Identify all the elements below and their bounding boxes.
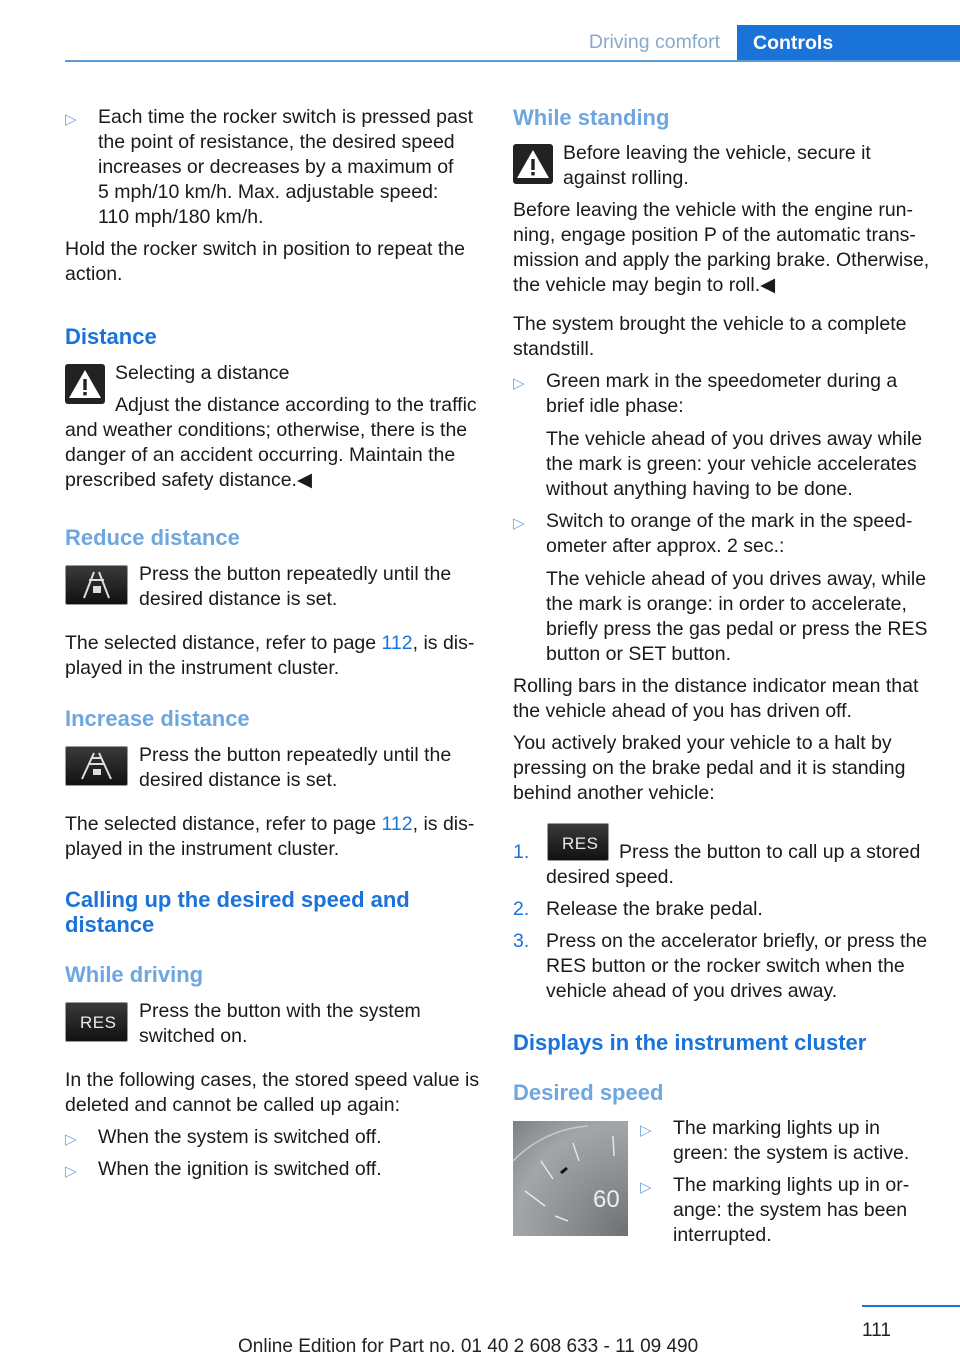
- speedometer-image: [513, 1121, 628, 1236]
- step-text: Press the button to call up a stored: [619, 841, 921, 863]
- bullet-orange-sub: button or SET button.: [546, 643, 732, 665]
- page-link-112[interactable]: 112: [381, 632, 413, 654]
- reduce-distance-button-icon: [65, 565, 128, 605]
- display-orange-text: ange: the system has been: [673, 1199, 908, 1221]
- bullet-orange-sub: briefly press the gas pedal or press the RES: [546, 618, 928, 640]
- page-header: [0, 0, 960, 64]
- desired-speed-heading: Desired speed: [513, 1080, 664, 1105]
- braked-text: behind another vehicle:: [513, 782, 715, 804]
- display-green-text: The marking lights up in: [673, 1117, 881, 1139]
- header-tab-controls: Controls: [737, 25, 960, 61]
- rolling-text: Rolling bars in the distance indicator mean that: [513, 675, 919, 697]
- braked-text: pressing on the brake pedal and it is standing: [513, 757, 906, 779]
- page-number: 111: [862, 1320, 891, 1341]
- header-section: Driving comfort: [588, 31, 720, 53]
- bullet-triangle-icon: ▷: [65, 1163, 77, 1180]
- displays-heading: Displays in the instrument cluster: [513, 1030, 867, 1055]
- bullet-triangle-icon: ▷: [513, 375, 525, 392]
- warning-triangle-icon: [65, 364, 105, 404]
- intro-bullet-line: increases or decreases by a maximum of: [98, 156, 454, 178]
- bullet-green-sub: the mark is green: your vehicle accelerates: [546, 453, 917, 475]
- warning-triangle-icon: [513, 144, 553, 184]
- page-link-112[interactable]: 112: [381, 813, 413, 835]
- bullet-green-sub: without anything having to be done.: [546, 478, 853, 500]
- step-text: desired speed.: [546, 866, 674, 888]
- warning-body-line: ning, engage position P of the automatic trans-: [513, 224, 916, 246]
- res-label: RES: [80, 1013, 117, 1032]
- warning-body-line: Adjust the distance according to the traffic: [115, 394, 477, 416]
- res-button-icon: [65, 1002, 128, 1042]
- rolling-text: the vehicle ahead of you has driven off.: [513, 700, 852, 722]
- bullet-triangle-icon: ▷: [640, 1122, 652, 1139]
- reduce-distance-heading: Reduce distance: [65, 525, 240, 550]
- case-item: When the ignition is switched off.: [98, 1158, 382, 1180]
- warning-title: Selecting a distance: [115, 362, 290, 384]
- case-item: When the system is switched off.: [98, 1126, 382, 1148]
- ref-text: The selected distance, refer to page: [65, 632, 382, 654]
- warning-body-line: mission and apply the parking brake. Otherwise,: [513, 249, 930, 271]
- step-text: Press on the accelerator briefly, or press the: [546, 930, 928, 952]
- step-text: vehicle ahead of you drives away.: [546, 980, 838, 1002]
- intro-bullet-line: 5 mph/10 km/h. Max. adjustable speed:: [98, 181, 439, 203]
- display-orange-text: interrupted.: [673, 1224, 772, 1246]
- reduce-ref-text: [65, 631, 474, 656]
- increase-distance-heading: Increase distance: [65, 706, 250, 731]
- bullet-green-sub: The vehicle ahead of you drives away while: [546, 428, 923, 450]
- reduce-distance-text: Press the button repeatedly until the: [139, 563, 452, 585]
- ref-text: , is dis-: [412, 813, 475, 835]
- display-green-text: green: the system is active.: [673, 1142, 910, 1164]
- cases-text: deleted and cannot be called up again:: [65, 1094, 401, 1116]
- warning-body-line: and weather conditions; otherwise, there is the: [65, 419, 468, 441]
- bullet-green-mark: Green mark in the speedometer during a: [546, 370, 898, 392]
- display-orange-text: The marking lights up in or-: [673, 1174, 910, 1196]
- intro-bullet-line: Each time the rocker switch is pressed past: [98, 106, 473, 128]
- footer-rule: [862, 1305, 960, 1307]
- bullet-orange-mark: ometer after approx. 2 sec.:: [546, 535, 785, 557]
- step-number: 3.: [513, 930, 530, 952]
- distance-heading: Distance: [65, 324, 157, 349]
- intro-bullet-line: the point of resistance, the desired speed: [98, 131, 455, 153]
- res-label: RES: [562, 834, 599, 853]
- while-driving-heading: While driving: [65, 962, 204, 987]
- hold-text: action.: [65, 263, 123, 285]
- calling-up-heading: Calling up the desired speed and: [65, 887, 410, 912]
- increase-distance-button-icon: [65, 746, 128, 786]
- bullet-green-mark: brief idle phase:: [546, 395, 684, 417]
- reduce-distance-text: desired distance is set.: [139, 588, 338, 610]
- increase-distance-text: Press the button repeatedly until the: [139, 744, 452, 766]
- bullet-orange-mark: Switch to orange of the mark in the speed-: [546, 510, 913, 532]
- increase-distance-text: desired distance is set.: [139, 769, 338, 791]
- while-driving-text: Press the button with the system: [139, 1000, 421, 1022]
- calling-up-heading: distance: [65, 912, 155, 937]
- ref-text: , is dis-: [412, 632, 475, 654]
- bullet-triangle-icon: ▷: [513, 515, 525, 532]
- braked-text: You actively braked your vehicle to a halt by: [513, 732, 892, 754]
- step-number: 2.: [513, 898, 530, 920]
- hold-text: Hold the rocker switch in position to repeat the: [65, 238, 465, 260]
- increase-ref-text: played in the instrument cluster.: [65, 838, 340, 860]
- warning-text: against rolling.: [563, 167, 689, 189]
- bullet-orange-sub: the mark is orange: in order to accelerate,: [546, 593, 907, 615]
- bullet-triangle-icon: ▷: [65, 111, 77, 128]
- bullet-orange-sub: The vehicle ahead of you drives away, while: [546, 568, 927, 590]
- warning-body-line: danger of an accident occurring. Maintain the: [65, 444, 456, 466]
- step-text: RES button or the rocker switch when the: [546, 955, 905, 977]
- bullet-triangle-icon: ▷: [640, 1179, 652, 1196]
- bullet-triangle-icon: ▷: [65, 1131, 77, 1148]
- standstill-text: The system brought the vehicle to a complete: [513, 313, 907, 335]
- cases-text: In the following cases, the stored speed value is: [65, 1069, 480, 1091]
- standstill-text: standstill.: [513, 338, 595, 360]
- reduce-ref-text: played in the instrument cluster.: [65, 657, 340, 679]
- header-rule: [65, 60, 960, 62]
- while-driving-text: switched on.: [139, 1025, 248, 1047]
- warning-body-line: the vehicle may begin to roll.◀: [513, 274, 776, 296]
- footer-edition-text: Online Edition for Part no. 01 40 2 608 633 - 11 09 490: [238, 1336, 699, 1357]
- step-number: 1.: [513, 841, 530, 863]
- increase-ref-text: [65, 812, 474, 837]
- warning-body-line: Before leaving the vehicle with the engine run-: [513, 199, 913, 221]
- while-standing-heading: While standing: [513, 105, 670, 130]
- res-button-icon: [547, 823, 609, 861]
- ref-text: The selected distance, refer to page: [65, 813, 382, 835]
- intro-bullet-line: 110 mph/180 km/h.: [98, 206, 264, 228]
- gauge-number: 60: [593, 1186, 620, 1213]
- warning-body-line: prescribed safety distance.◀: [65, 469, 312, 491]
- step-text: Release the brake pedal.: [546, 898, 763, 920]
- warning-text: Before leaving the vehicle, secure it: [563, 142, 871, 164]
